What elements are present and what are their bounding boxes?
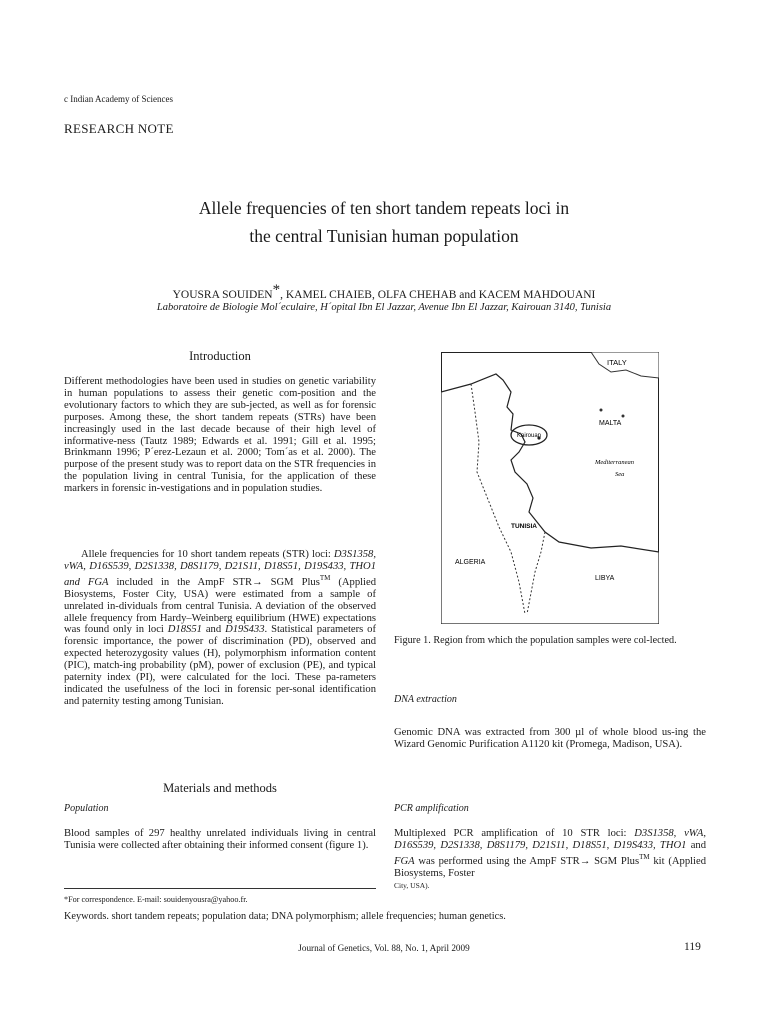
title-line-1: Allele frequencies of ten short tandem repeats loci in — [198, 198, 570, 218]
pcr-loci-list: D3S1358, vWA, D16S539, D2S1338, D8S1179, D21S11, D18S51, D19S433, THO1 — [394, 828, 706, 851]
correspondence-star: * — [272, 282, 281, 298]
sea-label-1: Mediterranean — [595, 459, 634, 466]
population-heading: Population — [64, 803, 109, 814]
author-rest: , KAMEL CHAIEB, OLFA CHEHAB and KACEM MAHDOUANI — [280, 289, 596, 301]
page-number: 119 — [684, 941, 701, 953]
kairouan-label: Kairouan — [517, 433, 542, 439]
italy-label: ITALY — [607, 358, 627, 367]
correspondence-footnote: *For correspondence. E-mail: souidenyousra@yahoo.fr. — [64, 895, 248, 904]
libya-label: LIBYA — [595, 575, 615, 582]
trademark: TM — [639, 852, 650, 861]
article-title — [0, 194, 768, 250]
copyright-notice: c Indian Academy of Sciences — [64, 94, 173, 104]
intro-paragraph-1: Different methodologies have been used in studies on genetic variability in human populations to assess their genetic com-position and the evolutionary factors to which they are sub-jected, as well as for forensic purposes. Among these, the short tandem repeats (STRs) have been increasingly used in the last decade because of their high level of informative-ness (Tautz 1989; Edwards et al. 1991; Gill et al. 1995; Brinkmann 1996; P´erez-Lezaun et al. 2000; Tom´as et al. 2000). The purpose of the present study was to report data on the STR frequencies in the population living in central Tunisia, for the application of these markers in forensic in-vestigations and in population studies. — [64, 376, 376, 495]
loci-list: D3S1358, vWA, D16S539, D2S1338, D8S1179, D21S11, D18S51, D19S433, THO1 and FGA — [64, 549, 376, 588]
intro-paragraph-2: Allele frequencies for 10 short tandem repeats (STR) loci: D3S1358, vWA, D16S539, D2S1338, D8S1179, D21S11, D18S51, D19S433, THO1 and FGA included in the AmpF STR→ SGM Plus™ (Applied Biosystems, Foster City, USA) were estimated from a sample of unrelated in-dividuals from central Tunisia. A deviation of the observed allele frequency from Hardy–Weinberg equilibrium (HWE) expectations was found only in loci D18S51 and D19S433. Statistical parameters of forensic importance, the power of discrimination (PD), observed and expected heterozygosity values (H), polymorphism information content (PIC), match-ing probability (pM), power of exclusion (PE), and typical paternity index (PI), were calculated for the loci. These pa-rameters indicated the usefulness of the loci in forensic per-sonal identification and paternity testing among Tunisian. — [64, 549, 377, 707]
footnote-divider — [64, 888, 376, 889]
population-paragraph: Blood samples of 297 healthy unrelated individuals living in central Tunisia were collected after obtaining their informed consent (figure 1). — [64, 828, 376, 851]
malta-island — [600, 409, 603, 412]
materials-heading: Materials and methods — [163, 781, 277, 795]
malta-label: MALTA — [599, 420, 622, 427]
trademark: TM — [319, 573, 331, 582]
pcr-paragraph: Multiplexed PCR amplification of 10 STR loci: D3S1358, vWA, D16S539, D2S1338, D8S1179, D21S11, D18S51, D19S433, THO1 and FGA was performed using the AmpF STR→ SGM Plus™ kit (Applied Biosystems, Foster City, USA). — [394, 828, 707, 890]
figure-caption: Figure 1. Region from which the population samples were col-lected. — [394, 635, 677, 646]
title-line-2: the central Tunisian human population — [249, 226, 519, 246]
journal-footer: Journal of Genetics, Vol. 88, No. 1, April 2009 — [298, 943, 470, 953]
article-type: RESEARCH NOTE — [64, 121, 174, 136]
pcr-heading: PCR amplification — [394, 803, 469, 814]
affiliation: Laboratoire de Biologie Mol´eculaire, H´opital Ibn El Jazzar, Avenue Ibn El Jazzar, Kairouan 3140, Tunisia — [156, 302, 612, 313]
author-first: YOUSRA SOUIDEN — [172, 289, 273, 301]
tunisia-map-figure — [441, 352, 659, 624]
dna-extraction-heading: DNA extraction — [394, 694, 457, 705]
authors — [0, 282, 768, 301]
island-dot — [622, 415, 625, 418]
dna-extraction-paragraph: Genomic DNA was extracted from 300 µl of whole blood us-ing the Wizard Genomic Purification A1120 kit (Promega, Madison, USA). — [394, 727, 706, 750]
keywords: Keywords. short tandem repeats; population data; DNA polymorphism; allele frequencies; human genetics. — [64, 911, 506, 922]
sea-label-2: Sea — [615, 471, 625, 478]
introduction-heading: Introduction — [189, 349, 251, 363]
algeria-label: ALGERIA — [455, 559, 486, 566]
tunisia-label: TUNISIA — [511, 523, 537, 530]
